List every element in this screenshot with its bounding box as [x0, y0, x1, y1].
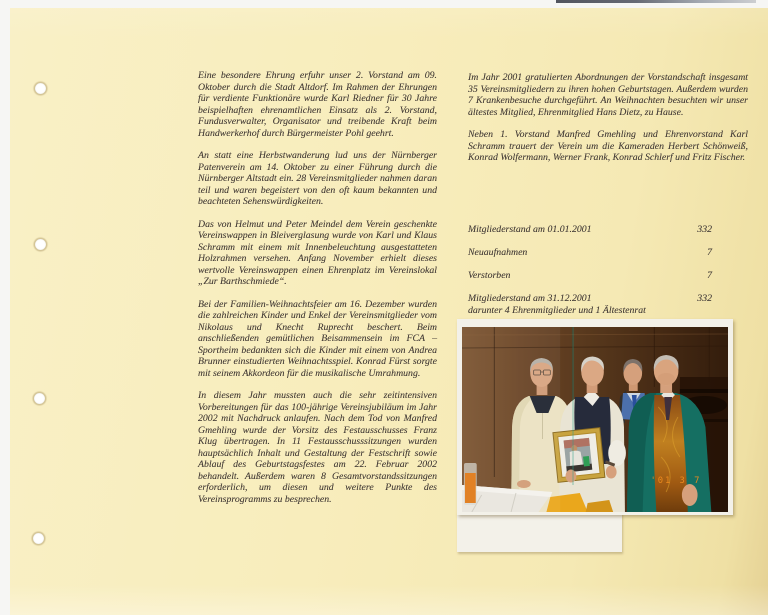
- left-text-column: [198, 70, 437, 516]
- row-label: Mitgliederstand am 31.12.2001: [468, 293, 592, 304]
- paragraph-herbstwanderung: An statt eine Herbstwanderung lud uns der Nürnberger Patenverein am 14. Oktober zu einer Führung durch die Nürnberger Altstadt ein. 28 Vereinsmitglieder nahmen daran teil und waren begeistert von den oft kaum bekannten und beachteten Sehenswürdigkeiten.: [198, 150, 437, 207]
- light-falloff: [462, 327, 560, 512]
- row-value: 332: [697, 293, 712, 304]
- punch-hole: [35, 239, 46, 250]
- right-text-column: [468, 72, 748, 175]
- photo-print: [457, 319, 733, 515]
- row-value: 7: [707, 247, 712, 258]
- membership-note: darunter 4 Ehrenmitglieder und 1 Ältestenrat: [468, 305, 646, 316]
- paragraph-jubilaeum: In diesem Jahr mussten auch die sehr zeitintensiven Vorbereitungen für das 100-jährige Vereinsjubiläum im Jahr 2002 mit Nachdruck anlaufen. Nach dem Tod von Manfred Gmehling wurde der Vorsitz des Festausschusses Franz Klug übertragen. In 11 Festausschusssitzungen wurden hauptsächlich Inhalt und Gestaltung der Festschrift sowie Ablauf des Geburtstagsfestes am 22. Februar 2002 behandelt. Außerdem waren 8 Gesamtvorstandssitzungen erforderlich, um diesen und weitere Punkte des Vereinsprogramms zu besprechen.: [198, 390, 437, 505]
- punch-hole: [34, 393, 45, 404]
- row-label: Mitgliederstand am 01.01.2001: [468, 224, 592, 235]
- paragraph-trauer: Neben 1. Vorstand Manfred Gmehling und Ehrenvorstand Karl Schramm trauert der Verein um die Kameraden Herbert Schönweiß, Konrad Wolfermann, Werner Frank, Konrad Schlerf und Fritz Fischer.: [468, 129, 748, 163]
- row-label: Verstorben: [468, 270, 511, 281]
- punch-hole: [35, 83, 46, 94]
- group-photo: [462, 327, 728, 512]
- punch-hole: [33, 533, 44, 544]
- table-row: [468, 294, 712, 304]
- scanner-edge-artifact: [556, 0, 756, 3]
- photo-date-stamp: '01 3 7: [650, 475, 702, 487]
- paragraph-vereinswappen: Das von Helmut und Peter Meindel dem Verein geschenkte Vereinswappen in Bleiverglasung wurde von Karl und Klaus Schramm mit einem mit Innenbeleuchtung ausgestatteten Holzrahmen versehen. Anfang November erhielt dieses wertvolle Vereinswappen einen Ehrenplatz im Vereinslokal „Zur Barthschmiede“.: [198, 218, 437, 287]
- membership-table: [468, 225, 712, 316]
- row-value: 7: [707, 270, 712, 281]
- table-row: [468, 248, 712, 258]
- paragraph-ehrung: Eine besondere Ehrung erfuhr unser 2. Vorstand am 09. Oktober durch die Stadt Altdorf. Im Rahmen der Ehrungen für verdiente Funktionäre wurde Karl Riedner für 30 Jahre beispielhaften ehrenamtlichen Einsatz als 2. Vorstand, Fundusverwalter, Organisator und treibende Kraft beim Handwerkerhof durch Bürgermeister Pohl geehrt.: [198, 70, 437, 139]
- paper-sheet: [10, 8, 768, 615]
- row-label: Neuaufnahmen: [468, 247, 528, 258]
- scan-line-artifact: [573, 327, 574, 485]
- photo-backing-paper: [457, 512, 622, 552]
- paragraph-weihnachtsfeier: Bei der Familien-Weihnachtsfeier am 16. Dezember wurden die zahlreichen Kinder und Enkel der Vereinsmitglieder vom Nikolaus und Knecht Ruprecht beschert. Beim anschließenden gemütlichen Beisammensein im FCA – Sportheim bedankten sich die Kinder mit einem von Andrea Brunner einstudierten Weihnachtsspiel. Konrad Fürst sorgte mit seinem Akkordeon für die musikalische Umrahmung.: [198, 298, 437, 379]
- paragraph-geburtstage: Im Jahr 2001 gratulierten Abordnungen der Vorstandschaft insgesamt 35 Vereinsmitgliedern zu ihren hohen Geburtstagen. Außerdem wurden 7 Krankenbesuche durchgeführt. An Weihnachten besuchten wir unser ältestes Mitglied, Ehrenmitglied Hans Dietz, zu Hause.: [468, 72, 748, 118]
- table-row: [468, 225, 712, 235]
- table-row: [468, 271, 712, 281]
- framed-picture: [553, 428, 605, 483]
- row-value: 332: [697, 224, 712, 235]
